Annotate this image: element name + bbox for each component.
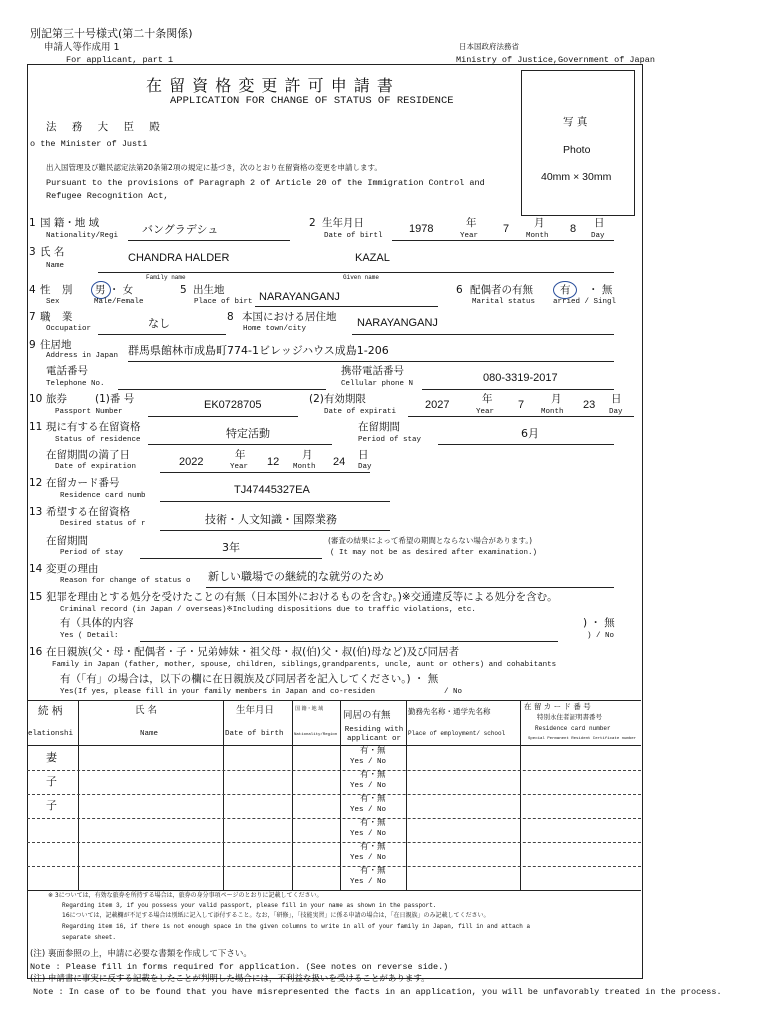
- name-label-en: Name: [46, 262, 65, 270]
- passport-no-label-en: Passport Number: [55, 408, 123, 416]
- passport-month-jp: 月: [551, 393, 562, 405]
- passport-exp-year[interactable]: 2027: [425, 399, 450, 411]
- footnote-4: separate sheet.: [62, 934, 117, 941]
- marital-yes[interactable]: 有: [560, 284, 571, 296]
- card-value[interactable]: TJ47445327EA: [234, 484, 310, 496]
- field-8-num: 8: [227, 311, 234, 323]
- passport-year-jp: 年: [482, 393, 493, 405]
- card-label-en: Residence card numb: [60, 492, 146, 500]
- passport-year-en: Year: [476, 408, 495, 416]
- passport-exp-label-jp: (2)有効期限: [309, 393, 366, 405]
- expiration-year-en: Year: [230, 463, 249, 471]
- row-2-relation[interactable]: 子: [46, 775, 57, 788]
- row-6-yesno-en: Yes / No: [350, 878, 387, 886]
- field-5-num: 5: [180, 284, 187, 296]
- th-name-jp: 氏 名: [135, 705, 158, 716]
- row-3-yesno-en: Yes / No: [350, 806, 387, 814]
- th-residing-en: Residing with applicant or: [344, 726, 404, 743]
- dob-day[interactable]: 8: [570, 223, 577, 235]
- passport-exp-month[interactable]: 7: [518, 399, 525, 411]
- reason-label-en: Reason for change of status o: [60, 577, 191, 585]
- hometown-label-jp: 本国における居住地: [242, 311, 337, 323]
- expiration-month[interactable]: 12: [267, 456, 280, 468]
- expiration-day-jp: 日: [358, 449, 369, 461]
- telephone-label-en: Telephone No.: [46, 380, 105, 388]
- hometown-value[interactable]: NARAYANGANJ: [357, 317, 438, 329]
- current-status-label-jp: 現に有する在留資格: [46, 421, 141, 433]
- cellular-label-en: Cellular phone N: [341, 380, 414, 388]
- field-13-num: 13: [29, 506, 43, 518]
- row-4-yesno-jp[interactable]: 有・無: [360, 818, 386, 828]
- marital-options-en: arried / Singl: [553, 298, 617, 306]
- th-card-jp: 在 留 カ ー ド 番 号: [524, 702, 591, 711]
- th-relation-jp: 続 柄: [38, 705, 63, 717]
- address-value[interactable]: 群馬県館林市成島町774-1ビレッジハウス成島1-206: [128, 344, 389, 357]
- family-name-label: Family name: [146, 274, 186, 281]
- desired-status-label-en: Desired status of r: [60, 520, 146, 528]
- current-status-value[interactable]: 特定活動: [226, 427, 270, 440]
- expiration-year[interactable]: 2022: [179, 456, 204, 468]
- preamble-en-2: Refugee Recognition Act,: [46, 191, 169, 201]
- photo-box: [521, 70, 635, 216]
- dob-day-jp: 日: [594, 217, 605, 229]
- given-name-label: Given name: [343, 274, 380, 281]
- row-1-relation[interactable]: 妻: [46, 751, 57, 764]
- expiration-day-en: Day: [358, 463, 372, 471]
- family-label-en: Family in Japan (father, mother, spouse, children, siblings,grandparents, uncle, aunt or others) and cohabitants: [52, 661, 557, 669]
- family-yes-en: Yes(If yes, please fill in your family members in Japan and co-residen: [60, 688, 376, 696]
- current-period-value[interactable]: 6月: [521, 427, 539, 440]
- row-3-relation[interactable]: 子: [46, 799, 57, 812]
- title-jp: 在 留 資 格 変 更 許 可 申 請 書: [146, 76, 394, 95]
- row-2-yesno-jp[interactable]: 有・無: [360, 770, 386, 780]
- current-status-label-en: Status of residence: [55, 436, 141, 444]
- criminal-detail-field[interactable]: [140, 641, 558, 642]
- field-3-num: 3: [29, 246, 36, 258]
- ministry-jp: 日本国政府法務省: [459, 42, 519, 51]
- passport-exp-day[interactable]: 23: [583, 399, 596, 411]
- marital-label-jp: 配偶者の有無: [470, 284, 533, 296]
- field-12-num: 12: [29, 477, 43, 489]
- occupation-label-jp: 職 業: [40, 311, 77, 323]
- dob-label-jp: 生年月日: [322, 217, 364, 229]
- family-label-jp: 在日親族(父・母・配偶者・子・兄弟姉妹・祖父母・叔(伯)父・叔(伯)母など)及び同居者: [46, 646, 460, 658]
- dob-year[interactable]: 1978: [409, 223, 434, 235]
- passport-month-en: Month: [541, 408, 564, 416]
- birthplace-label-jp: 出生地: [193, 284, 225, 296]
- birthplace-value[interactable]: NARAYANGANJ: [259, 291, 340, 303]
- th-card-jp2: 特別永住者証明書番号: [537, 713, 602, 721]
- photo-label-en: Photo: [563, 144, 591, 156]
- card-label-jp: 在留カード番号: [46, 477, 120, 489]
- family-no-en: / No: [444, 688, 463, 696]
- desired-period-label-en: Period of stay: [60, 549, 124, 557]
- row-2-yesno-en: Yes / No: [350, 782, 387, 790]
- passport-exp-label-en: Date of expirati: [324, 408, 397, 416]
- addressee-en: o the Minister of Justi: [30, 139, 148, 149]
- photo-label-jp: 写 真: [563, 116, 588, 128]
- field-7-num: 7: [29, 311, 36, 323]
- expiration-label-jp: 在留期間の満了日: [46, 449, 130, 461]
- note-1-en: Note : Please fill in forms required for application. (See notes on reverse side.): [30, 962, 449, 972]
- current-period-label-jp: 在留期間: [358, 421, 400, 433]
- telephone-label-jp: 電話番号: [46, 365, 88, 377]
- dob-label-en: Date of birtl: [324, 232, 383, 240]
- th-card-en: Residence card number: [535, 725, 611, 732]
- th-name-en: Name: [140, 730, 159, 738]
- expiration-year-jp: 年: [235, 449, 246, 461]
- sex-male-circle: [91, 281, 111, 299]
- th-residing-jp: 同居の有無: [343, 710, 391, 721]
- th-employment-jp: 勤務先名称・通学先名称: [408, 707, 491, 716]
- nationality-label-jp: 国 籍・地 域: [40, 217, 100, 229]
- name-label-jp: 氏 名: [40, 246, 65, 258]
- criminal-label-jp: 犯罪を理由とする処分を受けたことの有無（日本国外におけるものを含む。)※交通違反等による処分を含む。: [46, 591, 558, 603]
- passport-day-jp: 日: [611, 393, 622, 405]
- th-nationality-jp: 国 籍・地 域: [295, 706, 324, 712]
- cellular-value[interactable]: 080-3319-2017: [483, 372, 558, 384]
- note-1-jp: (注) 裏面参照の上，申請に必要な書類を作成して下さい。: [30, 949, 252, 959]
- desired-status-value[interactable]: 技術・人文知識・国際業務: [205, 513, 337, 526]
- row-1-yesno-jp[interactable]: 有・無: [360, 746, 386, 756]
- expiration-month-jp: 月: [302, 449, 313, 461]
- passport-no-label-jp: (1)番 号: [95, 393, 135, 405]
- field-16-num: 16: [29, 646, 43, 658]
- form-id: 別記第三十号様式(第二十条関係): [30, 27, 193, 40]
- hometown-label-en: Home town/city: [243, 325, 307, 333]
- current-period-label-en: Period of stay: [358, 436, 422, 444]
- title-en: APPLICATION FOR CHANGE OF STATUS OF RESIDENCE: [170, 95, 454, 107]
- part-label-en: For applicant, part 1: [66, 55, 174, 65]
- given-name-value[interactable]: KAZAL: [355, 252, 390, 264]
- desired-period-note-en: ( It may not be as desired after examination.): [330, 549, 538, 557]
- criminal-yes-jp[interactable]: 有（具体的内容: [60, 617, 134, 629]
- th-nationality-en: Nationality/Region: [294, 733, 338, 737]
- field-11-num: 11: [29, 421, 43, 433]
- passport-number-value[interactable]: EK0728705: [204, 399, 262, 411]
- field-6-num: 6: [456, 284, 463, 296]
- birthplace-label-en: Place of birt: [194, 298, 253, 306]
- family-name-value[interactable]: CHANDRA HALDER: [128, 252, 230, 264]
- note-2-jp: (注) 申請書に事実に反する記載をしたことが判明した場合には，不利益な扱いを受けることがあります。: [30, 974, 430, 984]
- dob-month-en: Month: [526, 232, 549, 240]
- field-14-num: 14: [29, 563, 43, 575]
- row-3-yesno-jp[interactable]: 有・無: [360, 794, 386, 804]
- field-1-num: 1: [29, 217, 36, 229]
- nationality-label-en: Nationality/Regi: [46, 232, 119, 240]
- marital-no[interactable]: ・ 無: [588, 284, 613, 296]
- footnote-2: 16については，記載欄が不足する場合は別紙に記入して添付すること。なお，「研修」，「技能実習」に係る申請の場合は，「在日親族」のみ記載してください。: [62, 912, 490, 919]
- row-4-yesno-en: Yes / No: [350, 830, 387, 838]
- desired-period-label-jp: 在留期間: [46, 535, 88, 547]
- sex-label-en: Sex: [46, 298, 60, 306]
- telephone-field[interactable]: [118, 389, 326, 390]
- th-employment-en: Place of employment/ school: [408, 730, 506, 737]
- criminal-no-jp[interactable]: ) ・ 無: [583, 617, 615, 629]
- field-4-num: 4: [29, 284, 36, 296]
- dob-day-en: Day: [591, 232, 605, 240]
- criminal-yes-en: Yes ( Detail:: [60, 632, 119, 640]
- address-label-jp: 住居地: [40, 339, 72, 351]
- marital-label-en: Marital status: [472, 298, 536, 306]
- desired-period-value[interactable]: 3年: [222, 541, 240, 554]
- passport-label-jp: 旅券: [46, 393, 67, 405]
- dob-year-jp: 年: [466, 217, 477, 229]
- occupation-label-en: Occupatior: [46, 325, 92, 333]
- family-yes-jp[interactable]: 有（「有」の場合は，以下の欄に在日親族及び同居者を記入してください。) ・ 無: [60, 673, 439, 685]
- th-dob-jp: 生年月日: [236, 705, 275, 716]
- dob-year-en: Year: [460, 232, 479, 240]
- expiration-day[interactable]: 24: [333, 456, 346, 468]
- th-card-en2: Special Permanent Resident Certificate number: [528, 737, 637, 741]
- note-2-en: Note : In case of to be found that you have misrepresented the facts in an application, you will be unfavorably treated in the process.: [33, 987, 722, 997]
- sex-label-jp: 性 別: [40, 284, 77, 296]
- th-relation-en: elationshi: [28, 730, 74, 738]
- reason-label-jp: 変更の理由: [46, 563, 99, 575]
- passport-day-en: Day: [609, 408, 623, 416]
- th-dob-en: Date of birth: [225, 730, 284, 738]
- footnote-star: ※ 3については，有効な旅券を所持する場合は，旅券の身分事項ページのとおりに記載してください。: [48, 892, 323, 899]
- row-5-yesno-en: Yes / No: [350, 854, 387, 862]
- nationality-value[interactable]: バングラデシュ: [142, 223, 219, 236]
- photo-size: 40mm × 30mm: [541, 171, 612, 183]
- expiration-month-en: Month: [293, 463, 316, 471]
- criminal-label-en: Criminal record (in Japan / overseas)※Including dispositions due to traffic violations, etc.: [60, 606, 476, 614]
- field-15-num: 15: [29, 591, 43, 603]
- dob-month-jp: 月: [534, 217, 545, 229]
- sex-options-jp[interactable]: 男 ・ 女: [95, 284, 134, 296]
- ministry-en: Ministry of Justice,Government of Japan: [456, 55, 655, 65]
- sex-options-en: Male/Female: [94, 298, 144, 306]
- cellular-label-jp: 携帯電話番号: [341, 365, 404, 377]
- desired-period-note-jp: (審査の結果によって希望の期間とならない場合があります。): [328, 536, 533, 545]
- criminal-no-en: ) / No: [587, 632, 615, 640]
- field-10-num: 10: [29, 393, 43, 405]
- footnote-1: Regarding item 3, if you possess your valid passport, please fill in your name as shown in the passport.: [62, 902, 437, 909]
- marital-yes-circle: [553, 281, 577, 299]
- addressee-jp: 法 務 大 臣 殿: [46, 121, 166, 133]
- footnote-3: Regarding item 16, if there is not enough space in the given columns to write in all of your family in Japan, fill in and attach a: [62, 923, 531, 930]
- occupation-value[interactable]: なし: [148, 317, 170, 330]
- row-5-yesno-jp[interactable]: 有・無: [360, 842, 386, 852]
- expiration-label-en: Date of expiration: [55, 463, 137, 471]
- reason-value[interactable]: 新しい職場での継続的な就労のため: [208, 570, 384, 583]
- row-6-yesno-jp[interactable]: 有・無: [360, 866, 386, 876]
- part-label-jp: 申請人等作成用 1: [44, 42, 120, 53]
- dob-month[interactable]: 7: [503, 223, 510, 235]
- address-label-en: Address in Japan: [46, 352, 119, 360]
- desired-status-label-jp: 希望する在留資格: [46, 506, 130, 518]
- row-1-yesno-en: Yes / No: [350, 758, 387, 766]
- field-9-num: 9: [29, 339, 36, 351]
- preamble-en-1: Pursuant to the provisions of Paragraph 2 of Article 20 of the Immigration Control and: [46, 178, 485, 188]
- field-2-num: 2: [309, 217, 316, 229]
- preamble-jp: 出入国管理及び難民認定法第20条第2項の規定に基づき，次のとおり在留資格の変更を申請します。: [46, 163, 382, 172]
